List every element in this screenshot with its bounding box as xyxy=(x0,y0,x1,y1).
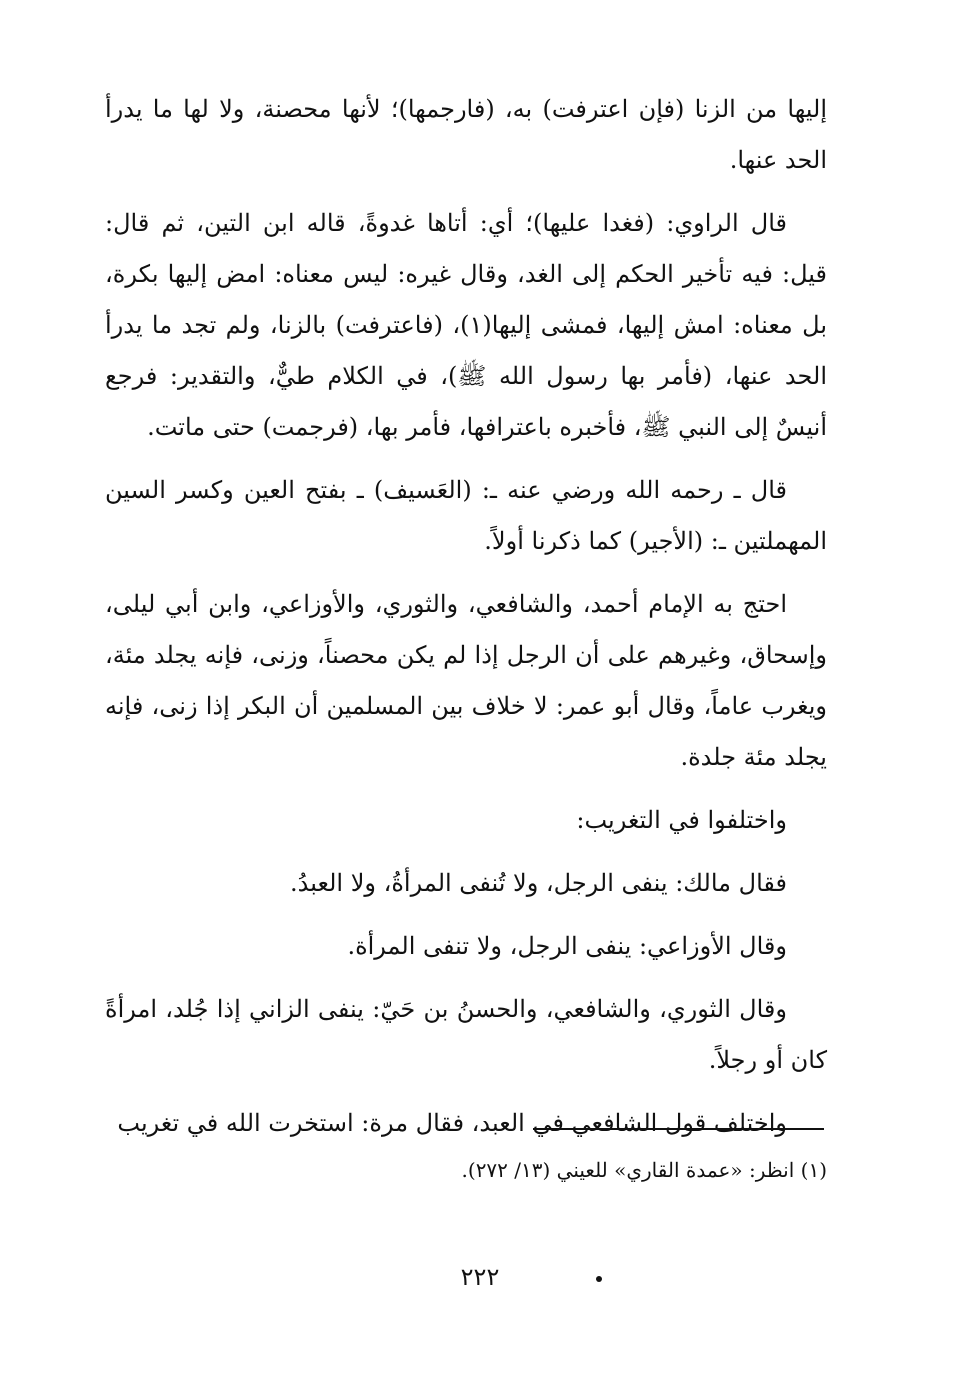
paragraph: واختلفوا في التغريب: xyxy=(576,806,787,834)
main-text xyxy=(105,84,827,1161)
footnote-divider xyxy=(533,1128,824,1130)
page-dot xyxy=(596,1276,602,1282)
paragraph: إليها من الزنا (فإن اعترفت) به، (فارجمها)؛ لأنها محصنة، ولا لها ما يدرأ الحد عنها. xyxy=(105,95,827,174)
page-number: ٢٢٢ xyxy=(460,1263,500,1291)
paragraph: احتج به الإمام أحمد، والشافعي، والثوري، والأوزاعي، وابن أبي ليلى، وإسحاق، وغيرهم على أن الرجل إذا لم يكن محصناً، وزنى، فإنه يجلد مئة، ويغرب عاماً، وقال أبو عمر: لا خلاف بين المسلمين أن البكر إذا زنى، فإنه يجلد مئة جلدة. xyxy=(105,590,827,771)
paragraph: واختلف قول الشافعي في العبد، فقال مرة: استخرت الله في تغريب xyxy=(117,1109,787,1137)
paragraph: قال ـ رحمه الله ورضي عنه ـ: (العَسيف) ـ بفتح العين وكسر السين المهملتين ـ: (الأجير) كما ذكرنا أولاً. xyxy=(105,476,827,555)
paragraph: قال الراوي: (فغدا عليها)؛ أي: أتاها غدوةً، قاله ابن التين، ثم قال: قيل: فيه تأخير الحكم إلى الغد، وقال غيره: ليس معناه: امض إليها بكرة، بل معناه: امش إليها، فمشى إليها(١)، (فاعترفت) بالزنا، ولم تجد ما يدرأ الحد عنها، (فأمر بها رسول الله ﷺ)، في الكلام طيٌّ، والتقدير: فرجع أنيسٌ إلى النبي ﷺ، فأخبره باعترافها، فأمر بها، (فرجمت) حتى ماتت. xyxy=(105,209,827,441)
paragraph: وقال الأوزاعي: ينفى الرجل، ولا تنفى المرأة. xyxy=(347,932,787,960)
footnote: (١) انظر: «عمدة القاري» للعيني (١٣/ ٢٧٢). xyxy=(461,1158,827,1182)
paragraph: فقال مالك: ينفى الرجل، ولا تُنفى المرأةُ، ولا العبدُ. xyxy=(290,869,787,897)
paragraph: وقال الثوري، والشافعي، والحسنُ بن حَيّ: ينفى الزاني إذا جُلد، امرأةً كان أو رجلاً. xyxy=(105,995,827,1074)
